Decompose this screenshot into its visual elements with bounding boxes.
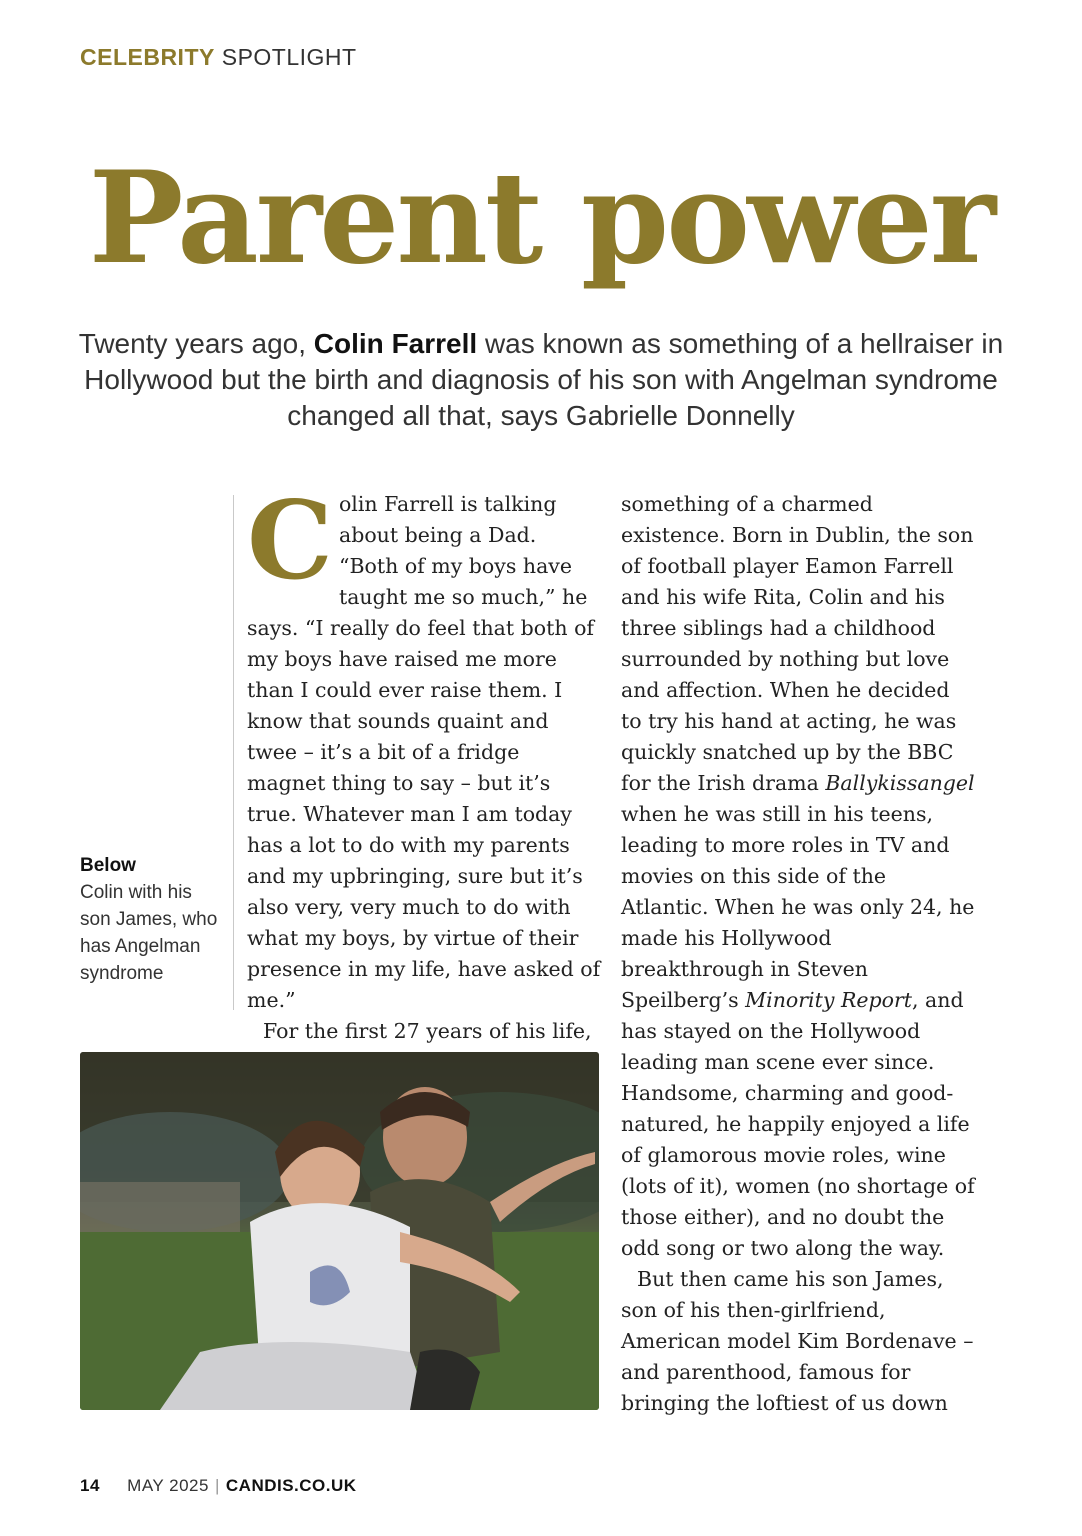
article-paragraph-3-b: when he was still in his teens, leading to more roles in TV and movies on this side of the Atlantic. When he was only 24, he made his Hollywood breakthrough in Steven Speilberg’s [621, 802, 975, 1012]
section-tag-light: SPOTLIGHT [221, 44, 357, 70]
photo-illustration [80, 1052, 599, 1410]
article-paragraph-2: For the first 27 years of his life, [263, 1019, 592, 1043]
photo-caption [80, 852, 220, 987]
standfirst-pre: Twenty years ago, [78, 328, 314, 359]
article-photo [80, 1052, 599, 1410]
article-column-1 [247, 478, 602, 1078]
website: CANDIS.CO.UK [225, 1476, 357, 1495]
standfirst-name: Colin Farrell [313, 328, 478, 359]
section-tag [80, 44, 357, 71]
article-column-2 [621, 489, 976, 1419]
page-footer [80, 1476, 357, 1496]
article-paragraph-1: olin Farrell is talking about being a Dad. “Both of my boys have taught me so much,” he says. “I really do feel that both of my boys have raised me more than I could ever raise them. I know that sounds quaint and twee – it’s a bit of a fridge magnet thing to say – but it’s true. Whatever man I am today has a lot to do with my parents and my upbringing, sure but it’s also very, very much to do with what my boys, by virtue of their presence in my life, have asked of me.” [247, 492, 601, 1012]
article-paragraph-3-a: something of a charmed existence. Born in Dublin, the son of football player Eamon Farrell and his wife Rita, Colin and his three siblings had a childhood surrounded by nothing but love and affection. When he decided to try his hand at acting, he was quickly snatched up by the BBC for the Irish drama [621, 492, 974, 795]
article-paragraph-3 [621, 489, 976, 1264]
section-tag-strong: CELEBRITY [80, 44, 215, 70]
article-paragraph-4: But then came his son James, son of his then-girlfriend, American model Kim Bordenave – and parenthood, famous for bringing the loftiest of us down [621, 1267, 974, 1415]
drop-cap: C [247, 478, 333, 604]
column-rule [233, 495, 234, 1010]
standfirst-post: was known as something of a hellraiser in Hollywood but the birth and diagnosis of his son with Angelman syndrome changed all that, says Gabrielle Donnelly [84, 328, 1004, 431]
ballykissangel-title: Ballykissangel [825, 771, 975, 795]
article-paragraph-3-c: , and has stayed on the Hollywood leading man scene ever since. Handsome, charming and good-natured, he happily enjoyed a life of glamorous movie roles, wine (lots of it), women (no shortage of those either), and no doubt the odd song or two along the way. [621, 988, 975, 1260]
caption-title: Below [80, 855, 136, 876]
minority-report-title: Minority Report [745, 988, 913, 1012]
footer-separator: | [214, 1476, 220, 1495]
caption-text: Colin with his son James, who has Angelman syndrome [80, 882, 218, 984]
issue-date: MAY 2025 [127, 1476, 209, 1495]
page-number: 14 [80, 1476, 100, 1495]
standfirst [60, 326, 1022, 434]
headline: Parent power [88, 144, 994, 292]
